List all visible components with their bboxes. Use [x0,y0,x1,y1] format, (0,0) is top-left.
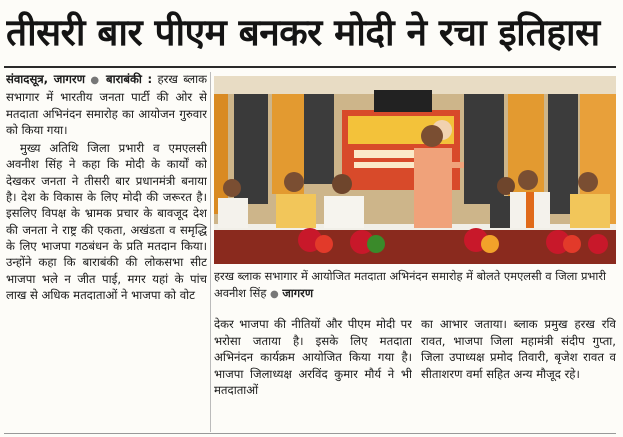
bullet-icon: ● [90,75,101,86]
news-photo [214,76,616,264]
paragraph-2: मुख्य अतिथि जिला प्रभारी व एमएलसी अवनीश सिंह ने कहा कि मोदी के कार्यों को देखकर जनता ने तीसरी बार प्रधानमंत्री बनाया है। देश के विकास के लिए मोदी की जरूरत है। इसलिए विपक्ष के भ्रामक प्रचार के बावजूद देश की जनता ने राष्ट्र की एकता, अखंडता व समृद्धि के लिए भाजपा गठबंधन के प्रति मतदान किया। उन्होंने कहा कि बाराबंकी की लोकसभा सीट भाजपा भले न जीत पाई, मगर यहां के पांच लाख से अधिक मतदाताओं ने भाजपा को वोट [6,141,207,302]
dateline-place: बाराबंकी : [106,72,153,86]
lead-paragraph [6,71,207,138]
body-column-1: देकर भाजपा की नीतियों और पीएम मोदी पर भरोसा जताया है। इसके लिए मतदाता अभिनंदन कार्यक्रम आयोजित किया गया है। भाजपा जिलाध्यक्ष अरविंद कुमार मौर्य ने भी मतदाताओं [214,317,412,397]
paragraph-1: हरख ब्लाक सभागार में भारतीय जनता पार्टी की ओर से मतदाता अभिनंदन समारोह का आयोजन गुरुवार को किया गया। [6,72,207,137]
dateline-source: संवादसूत्र, जागरण [6,72,86,86]
bottom-rule [4,433,616,434]
headline: तीसरी बार पीएम बनकर मोदी ने रचा इतिहास [6,11,600,54]
bullet-icon: ● [270,288,279,300]
caption-text: हरख ब्लाक सभागार में आयोजित मतदाता अभिनंदन समारोह में बोलते एमएलसी व जिला प्रभारी अवनीश सिंह [214,269,606,300]
body-column-2: का आभार जताया। ब्लाक प्रमुख हरख रवि रावत, भाजपा जिला महामंत्री संदीप गुप्ता, जिला उपाध्यक्ष प्रमोद तिवारी, बृजेश रावत व सीताशरण वर्मा सहित अन्य मौजूद रहे। [421,317,616,381]
column-divider [210,72,211,432]
event-photo-illustration [214,76,616,264]
left-column [6,71,207,433]
photo-caption [214,268,616,302]
caption-source: जागरण [282,285,314,300]
headline-rule [4,66,616,68]
